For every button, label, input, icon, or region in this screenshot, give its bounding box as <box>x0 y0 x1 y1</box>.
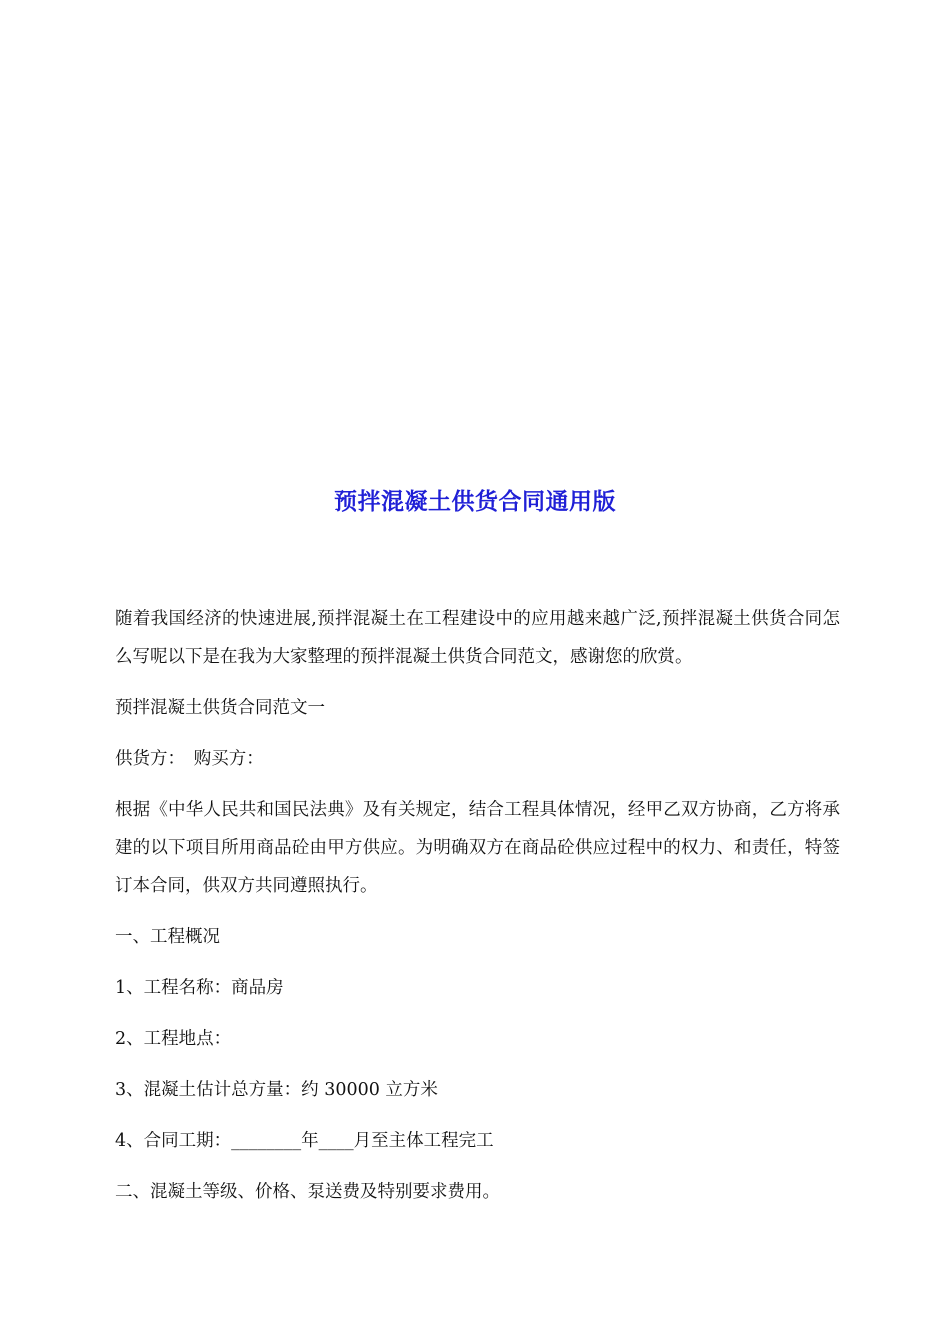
intro-paragraph: 随着我国经济的快速进展,预拌混凝土在工程建设中的应用越来越广泛,预拌混凝土供货合同怎么写呢以下是在我为大家整理的预拌混凝土供货合同范文，感谢您的欣赏。 <box>115 609 840 667</box>
document-body <box>115 600 840 1224</box>
section-heading-project-overview: 一、工程概况 <box>115 927 220 947</box>
section-heading-sample-one: 预拌混凝土供货合同范文一 <box>115 698 325 718</box>
legal-basis-paragraph: 根据《中华人民共和国民法典》及有关规定，结合工程具体情况，经甲乙双方协商，乙方将承建的以下项目所用商品砼由甲方供应。为明确双方在商品砼供应过程中的权力、和责任，特签订本合同，供双方共同遵照执行。 <box>115 800 840 896</box>
estimated-volume-line: 3、混凝土估计总方量：约 30000 立方米 <box>115 1080 438 1100</box>
document-title: 预拌混凝土供货合同通用版 <box>334 488 616 515</box>
project-location-line: 2、工程地点： <box>115 1029 232 1049</box>
contract-period-line: 4、合同工期：________年____月至主体工程完工 <box>115 1131 494 1151</box>
section-heading-grade-price: 二、混凝土等级、价格、泵送费及特别要求费用。 <box>115 1182 500 1202</box>
project-name-line: 1、工程名称：商品房 <box>115 978 284 998</box>
parties-line: 供货方： 购买方： <box>115 749 264 769</box>
